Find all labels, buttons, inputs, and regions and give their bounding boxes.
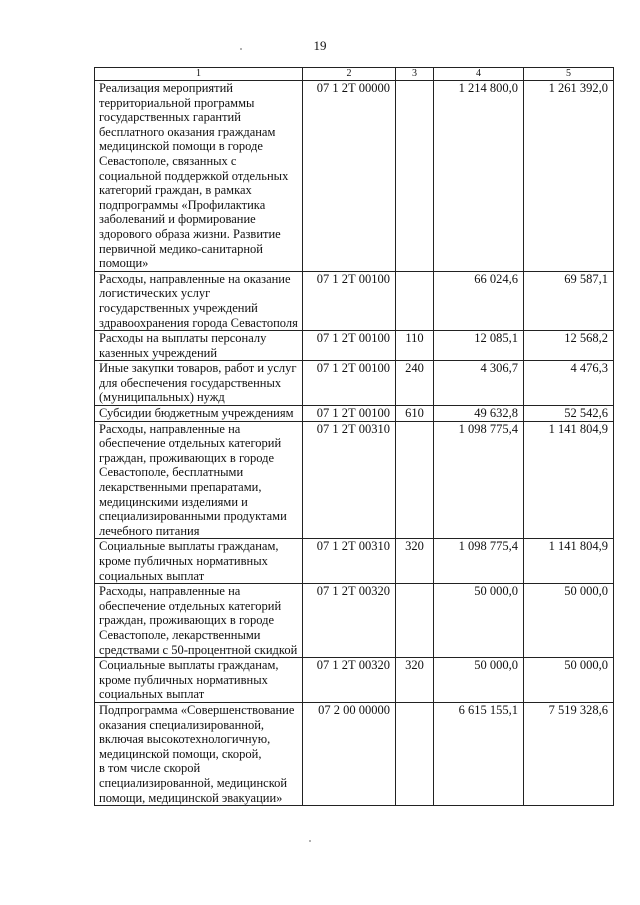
amount-year-1: 1 098 775,4 — [434, 539, 524, 584]
table-row — [95, 331, 614, 361]
amount-year-1: 1 214 800,0 — [434, 81, 524, 272]
table-row — [95, 271, 614, 330]
budget-table — [94, 67, 614, 806]
row-name-cell — [95, 406, 303, 422]
target-item-code: 07 1 2Т 00320 — [303, 658, 396, 703]
target-item-code: 07 1 2Т 00000 — [303, 81, 396, 272]
expense-type-code — [396, 584, 434, 658]
amount-year-2: 1 141 804,9 — [524, 421, 614, 539]
expense-type-code: 240 — [396, 361, 434, 406]
table-header-row — [95, 68, 614, 81]
column-header: 1 — [95, 68, 303, 81]
row-name-cell — [95, 81, 303, 272]
table-row — [95, 584, 614, 658]
column-header: 2 — [303, 68, 396, 81]
amount-year-1: 12 085,1 — [434, 331, 524, 361]
page-number: 19 — [313, 38, 327, 53]
row-name: Субсидии бюджетным учреждениям — [99, 406, 294, 421]
row-name: Расходы на выплаты персоналу казенных учреждений — [99, 331, 267, 360]
row-name-cell — [95, 421, 303, 539]
column-header: 5 — [524, 68, 614, 81]
table-row — [95, 658, 614, 703]
amount-year-2: 1 141 804,9 — [524, 539, 614, 584]
row-name: Расходы, направленные на обеспечение отдельных категорий граждан, проживающих в городе Севастополе, лекарственными средствами с 50-процентной скидкой — [99, 584, 298, 657]
amount-year-2: 50 000,0 — [524, 584, 614, 658]
row-name-cell — [95, 584, 303, 658]
row-name-cell — [95, 702, 303, 805]
amount-year-1: 50 000,0 — [434, 584, 524, 658]
amount-year-2: 7 519 328,6 — [524, 702, 614, 805]
table-row — [95, 81, 614, 272]
scan-speck — [309, 840, 311, 842]
row-name: Расходы, направленные на обеспечение отдельных категорий граждан, проживающих в городе Севастополе, бесплатными лекарственными препаратами, медицинскими изделиями и специализированными продуктами лечебного питания — [99, 421, 287, 538]
expense-type-code: 110 — [396, 331, 434, 361]
row-name: Социальные выплаты гражданам, кроме публичных нормативных социальных выплат — [99, 539, 279, 583]
target-item-code: 07 1 2Т 00100 — [303, 331, 396, 361]
row-name: Расходы, направленные на оказание логистических услуг государственных учреждений здравоохранения города Севастополя — [99, 271, 298, 330]
column-header: 3 — [396, 68, 434, 81]
row-name: Подпрограмма «Совершенствование оказания специализированной, включая высокотехнологичную, медицинской помощи, скорой, в том числе скорой специализированной, медицинской помощи, медицинской эвакуации» — [99, 702, 295, 805]
amount-year-1: 1 098 775,4 — [434, 421, 524, 539]
amount-year-1: 6 615 155,1 — [434, 702, 524, 805]
expense-type-code: 320 — [396, 539, 434, 584]
target-item-code: 07 1 2Т 00100 — [303, 361, 396, 406]
expense-type-code: 320 — [396, 658, 434, 703]
target-item-code: 07 1 2Т 00100 — [303, 406, 396, 422]
expense-type-code: 610 — [396, 406, 434, 422]
expense-type-code — [396, 421, 434, 539]
amount-year-2: 4 476,3 — [524, 361, 614, 406]
expense-type-code — [396, 702, 434, 805]
target-item-code: 07 2 00 00000 — [303, 702, 396, 805]
row-name-cell — [95, 539, 303, 584]
amount-year-2: 50 000,0 — [524, 658, 614, 703]
amount-year-1: 4 306,7 — [434, 361, 524, 406]
row-name-cell — [95, 331, 303, 361]
expense-type-code — [396, 81, 434, 272]
row-name-cell — [95, 271, 303, 330]
table-row — [95, 406, 614, 422]
table-row — [95, 702, 614, 805]
row-name-cell — [95, 361, 303, 406]
table-row — [95, 539, 614, 584]
row-name: Реализация мероприятий территориальной программы государственных гарантий бесплатного оказания гражданам медицинской помощи в городе Севастополе, связанных с социальной поддержкой отдельных категорий граждан, в рамках подпрограммы «Профилактика заболеваний и формирование здорового образа жизни. Развитие первичной медико-санитарной помощи» — [99, 81, 289, 271]
scan-speck — [240, 48, 242, 50]
amount-year-1: 50 000,0 — [434, 658, 524, 703]
target-item-code: 07 1 2Т 00320 — [303, 584, 396, 658]
table-row — [95, 421, 614, 539]
amount-year-2: 12 568,2 — [524, 331, 614, 361]
column-header: 4 — [434, 68, 524, 81]
target-item-code: 07 1 2Т 00310 — [303, 539, 396, 584]
expense-type-code — [396, 271, 434, 330]
amount-year-2: 1 261 392,0 — [524, 81, 614, 272]
row-name: Иные закупки товаров, работ и услуг для обеспечения государственных (муниципальных) нужд — [99, 361, 297, 405]
amount-year-2: 52 542,6 — [524, 406, 614, 422]
row-name: Социальные выплаты гражданам, кроме публичных нормативных социальных выплат — [99, 658, 279, 702]
amount-year-1: 49 632,8 — [434, 406, 524, 422]
amount-year-2: 69 587,1 — [524, 271, 614, 330]
target-item-code: 07 1 2Т 00310 — [303, 421, 396, 539]
amount-year-1: 66 024,6 — [434, 271, 524, 330]
row-name-cell — [95, 658, 303, 703]
target-item-code: 07 1 2Т 00100 — [303, 271, 396, 330]
table-row — [95, 361, 614, 406]
